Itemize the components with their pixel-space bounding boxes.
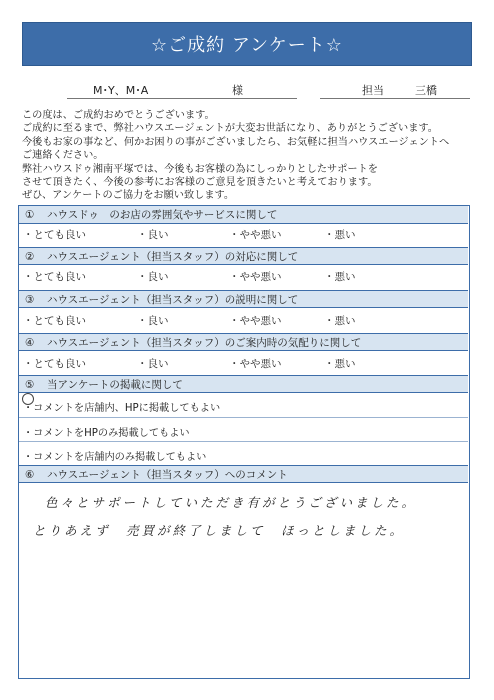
divider — [19, 441, 468, 442]
option-good[interactable]: ・良い — [137, 358, 169, 370]
question-5-header — [19, 375, 468, 393]
intro-text — [22, 109, 472, 203]
option-very-good[interactable]: ・とても良い — [23, 229, 86, 241]
option-somewhat-bad[interactable]: ・やや悪い — [229, 271, 282, 283]
publication-option-hp-only[interactable]: ・コメントをHPのみ掲載してもよい — [23, 428, 190, 439]
option-somewhat-bad[interactable]: ・やや悪い — [229, 358, 282, 370]
divider — [19, 417, 468, 418]
question-1-options — [19, 226, 468, 244]
name-row — [22, 80, 470, 102]
handwritten-comment-line: とりあえず 売買が終了しまして ほっとしました。 — [33, 523, 406, 538]
staff-field — [320, 80, 470, 99]
handwritten-comment-line: 色々とサポートしていただき有がとうございました。 — [45, 495, 418, 510]
option-bad[interactable]: ・悪い — [324, 315, 356, 327]
question-text: ハウスエージェント（担当スタッフ）のご案内時の気配りに関して — [47, 337, 362, 349]
question-number: ③ — [25, 294, 35, 306]
option-bad[interactable]: ・悪い — [324, 358, 356, 370]
question-text: ハウスドゥ のお店の雰囲気やサービスに関して — [47, 209, 278, 221]
option-very-good[interactable]: ・とても良い — [23, 315, 86, 327]
option-good[interactable]: ・良い — [137, 315, 169, 327]
intro-line: 今後もお家の事など、何かお困りの事がございましたら、お気軽に担当ハウスエージェントへ — [22, 136, 450, 148]
question-4-header — [19, 333, 468, 351]
option-very-good[interactable]: ・とても良い — [23, 271, 86, 283]
intro-line: この度は、ご成約おめでとうございます。 — [22, 110, 215, 121]
customer-field — [67, 80, 297, 99]
question-number: ① — [25, 209, 35, 221]
page-title: ☆ご成約 アンケート☆ — [151, 35, 343, 56]
publication-option-store-and-hp[interactable]: ・コメントを店舗内、HPに掲載してもよい — [23, 403, 221, 414]
option-bad[interactable]: ・悪い — [324, 229, 356, 241]
option-very-good[interactable]: ・とても良い — [23, 358, 86, 370]
intro-line: ご連絡ください。 — [22, 150, 104, 162]
question-number: ④ — [25, 337, 35, 349]
question-number: ② — [25, 251, 35, 263]
publication-option-store-only[interactable]: ・コメントを店舗内のみ掲載してもよい — [23, 452, 207, 463]
question-2-options — [19, 268, 468, 286]
question-3-options — [19, 312, 468, 330]
question-6-header — [19, 465, 468, 483]
option-good[interactable]: ・良い — [137, 271, 169, 283]
intro-line: ぜひ、アンケートのご協力をお願い致します。 — [22, 190, 235, 202]
option-somewhat-bad[interactable]: ・やや悪い — [229, 229, 282, 241]
question-4-options — [19, 355, 468, 373]
question-number: ⑤ — [25, 379, 35, 391]
question-1-header — [19, 206, 468, 224]
customer-honorific: 様 — [232, 84, 243, 97]
intro-line: ご成約に至るまで、弊社ハウスエージェントが大変お世話になり、ありがとうございます。 — [22, 123, 438, 135]
question-3-header — [19, 290, 468, 308]
question-text: ハウスエージェント（担当スタッフ）へのコメント — [47, 469, 288, 481]
title-banner — [22, 22, 472, 66]
customer-name: M･Y、M･A — [93, 84, 149, 97]
option-somewhat-bad[interactable]: ・やや悪い — [229, 315, 282, 327]
question-text: 当アンケートの掲載に関して — [47, 379, 183, 391]
question-2-header — [19, 247, 468, 265]
staff-name: 三橋 — [415, 84, 437, 97]
question-number: ⑥ — [25, 469, 35, 481]
intro-line: させて頂きたく、今後の参考にお客様のご意見を頂きたいと考えております。 — [22, 177, 378, 189]
option-bad[interactable]: ・悪い — [324, 271, 356, 283]
intro-line: 弊社ハウスドゥ湘南平塚では、今後もお客様の為にしっかりとしたサポートを — [22, 163, 378, 175]
option-good[interactable]: ・良い — [137, 229, 169, 241]
question-text: ハウスエージェント（担当スタッフ）の説明に関して — [47, 294, 299, 306]
survey-table — [18, 205, 470, 679]
staff-label: 担当 — [362, 84, 384, 97]
question-text: ハウスエージェント（担当スタッフ）の対応に関して — [47, 251, 299, 263]
